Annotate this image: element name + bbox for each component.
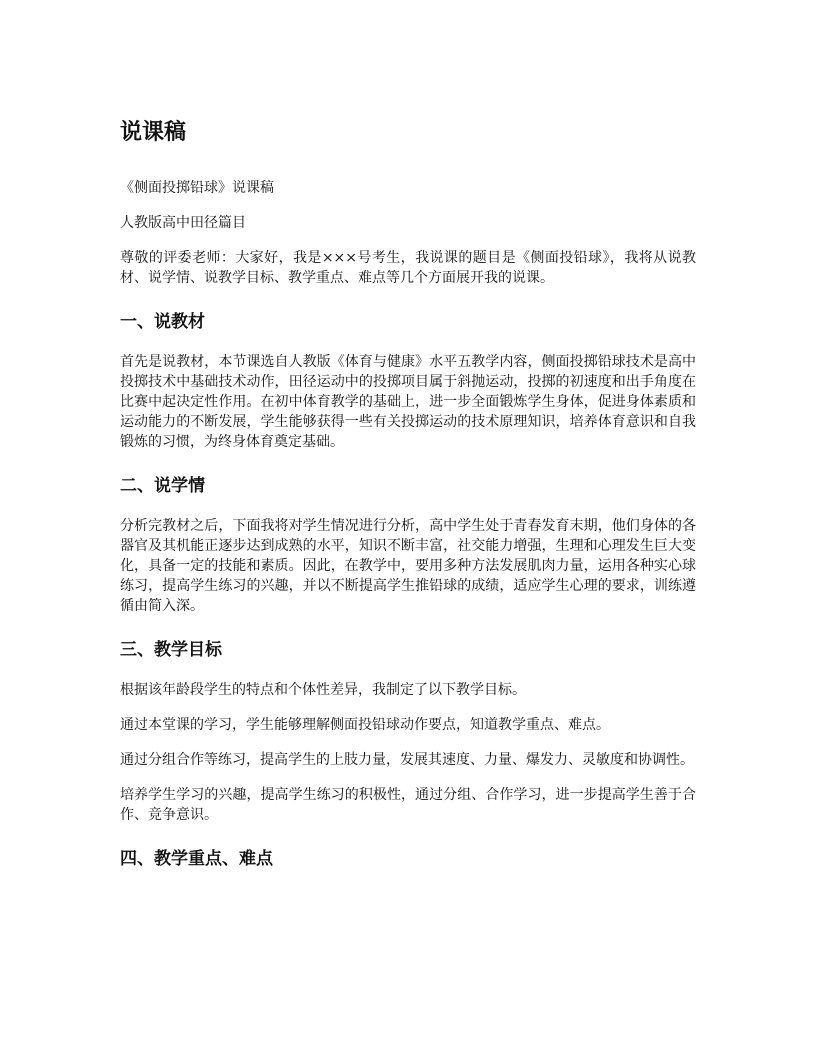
- section-heading-key-points: 四、教学重点、难点: [120, 849, 273, 869]
- subtitle-edition: 人教版高中田径篇目: [120, 215, 246, 231]
- section-heading-textbook: 一、说教材: [120, 312, 205, 332]
- section-heading-objectives: 三、教学目标: [120, 640, 222, 660]
- students-paragraph: 分析完教材之后，下面我将对学生情况进行分析，高中学生处于青春发育末期，他们身体的各器官及其机能正逐步达到成熟的水平，知识不断丰富，社交能力增强，生理和心理发生巨大变化，具备一定的技能和素质。因此，在教学中，要用多种方法发展肌肉力量，运用各种实心球练习，提高学生练习的兴趣，并以不断提高学生推铅球的成绩，适应学生心理的要求，训练遵循由简入深。: [120, 518, 696, 614]
- objectives-intro-paragraph: 根据该年龄段学生的特点和个体性差异，我制定了以下教学目标。: [120, 682, 526, 698]
- section-heading-students: 二、说学情: [120, 476, 205, 496]
- objective-attitude-paragraph: 培养学生学习的兴趣，提高学生练习的积极性，通过分组、合作学习，进一步提高学生善于合作、竞争意识。: [120, 787, 696, 823]
- document-body: [120, 116, 696, 889]
- objective-skills-paragraph: 通过分组合作等练习，提高学生的上肢力量，发展其速度、力量、爆发力、灵敏度和协调性。: [120, 752, 694, 768]
- document-title: 说课稿: [120, 120, 187, 145]
- subtitle-lesson: 《侧面投掷铅球》说课稿: [120, 180, 274, 196]
- textbook-paragraph: 首先是说教材，本节课选自人教版《体育与健康》水平五教学内容，侧面投掷铅球技术是高中投掷技术中基础技术动作，田径运动中的投掷项目属于斜抛运动，投掷的初速度和出手角度在比赛中起决定性作用。在初中体育教学的基础上，进一步全面锻炼学生身体，促进身体素质和运动能力的不断发展，学生能够获得一些有关投掷运动的技术原理知识，培养体育意识和自我锻炼的习惯，为终身体育奠定基础。: [120, 354, 696, 450]
- intro-paragraph: 尊敬的评委老师：大家好，我是×××号考生，我说课的题目是《侧面投铅球》，我将从说教材、说学情、说教学目标、教学重点、难点等几个方面展开我的说课。: [120, 250, 696, 286]
- objective-knowledge-paragraph: 通过本堂课的学习，学生能够理解侧面投铅球动作要点，知道教学重点、难点。: [120, 717, 610, 733]
